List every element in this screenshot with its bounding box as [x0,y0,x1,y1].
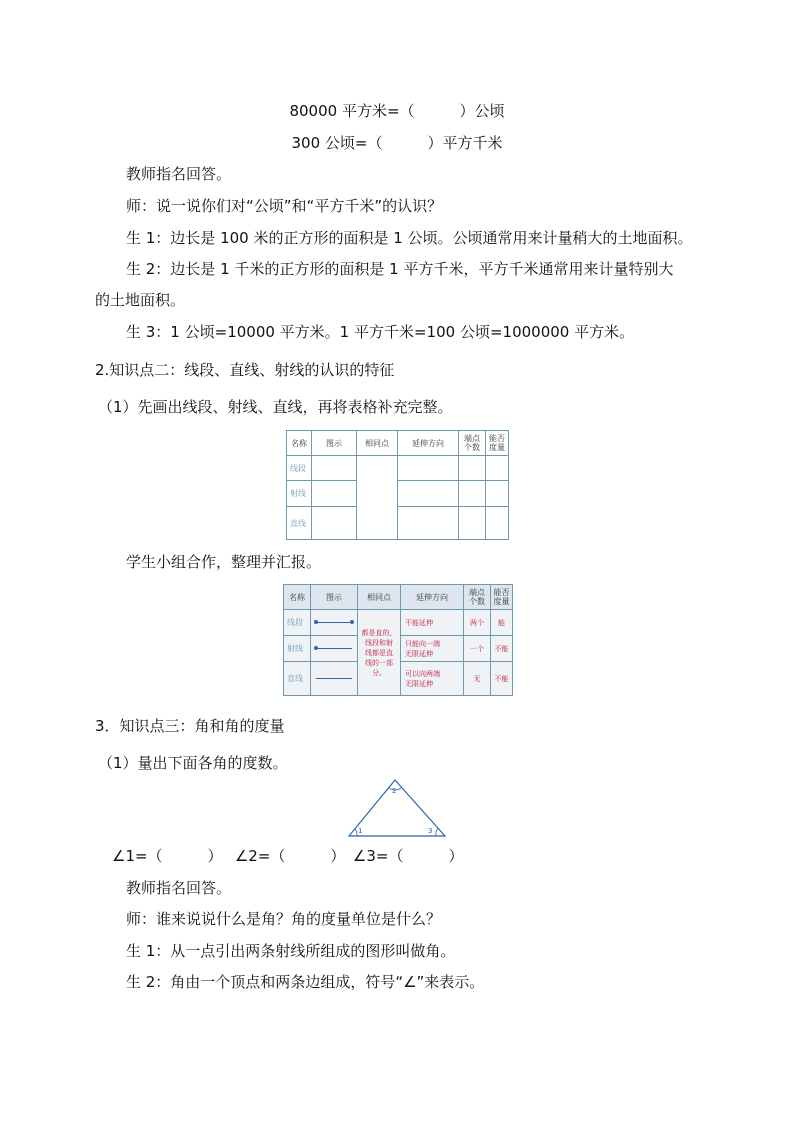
extend-cell: 可以向两端 无限延伸 [401,662,464,696]
table-header: 能否 度量 [486,431,509,456]
segment-icon [316,622,352,623]
table-header: 相同点 [358,585,401,610]
paragraph: 师：谁来说说什么是角？角的度量单位是什么？ [126,910,442,928]
paragraph: 教师指名回答。 [126,879,232,897]
line-diagram [311,662,358,696]
endpoint-cell: 无 [464,662,491,696]
measure-cell: 能 [491,610,513,636]
blank-line-table [286,430,509,540]
paragraph: 师：说一说你们对“公顷”和“平方千米”的认识？ [126,197,443,215]
segment-diagram [311,610,358,636]
angle-2-label: 2 [392,787,397,795]
row-label: 射线 [284,636,311,662]
table-header: 端点 个数 [464,585,491,610]
conversion-line-2: 300 公顷=（ ）平方千米 [291,134,503,152]
table-header: 延伸方向 [401,585,464,610]
table-header: 延伸方向 [398,431,459,456]
row-label: 线段 [287,456,312,481]
blank-cell[interactable] [312,481,357,507]
angle-3-label: 3 [428,827,433,835]
measure-cell: 不能 [491,662,513,696]
angle-1-arc [355,829,357,836]
extend-cell: 不能延伸 [401,610,464,636]
table-header: 端点 个数 [459,431,486,456]
row-label: 直线 [284,662,311,696]
endpoint-cell: 一个 [464,636,491,662]
table-header: 相同点 [357,431,398,456]
angle-3-arc [436,828,438,836]
line-icon [316,678,352,679]
angle-answers: ∠1=（ ） ∠2=（ ） ∠3=（ ） [112,847,464,865]
paragraph: 生 1：边长是 100 米的正方形的面积是 1 公顷。公顷通常用来计量稍大的土地面积。 [126,229,693,247]
table-header: 能否 度量 [491,585,513,610]
blank-cell[interactable] [486,507,509,540]
ray-diagram [311,636,358,662]
blank-cell[interactable] [459,507,486,540]
row-label: 直线 [287,507,312,540]
blank-cell[interactable] [398,481,459,507]
measure-cell: 不能 [491,636,513,662]
paragraph: 生 2：边长是 1 千米的正方形的面积是 1 平方千米，平方千米通常用来计量特别大 [126,260,674,278]
ray-icon [316,648,352,649]
endpoint-cell: 两个 [464,610,491,636]
table-header: 名称 [284,585,311,610]
angle-1-label: 1 [358,827,363,835]
triangle-diagram [345,778,449,840]
question-2: （1）量出下面各角的度数。 [98,754,288,772]
extend-cell: 只能向一端 无限延伸 [401,636,464,662]
blank-cell[interactable] [486,481,509,507]
blank-cell[interactable] [459,456,486,481]
blank-cell[interactable] [312,456,357,481]
blank-cell[interactable] [398,507,459,540]
table-header: 图示 [312,431,357,456]
table-header: 名称 [287,431,312,456]
row-label: 射线 [287,481,312,507]
blank-cell[interactable] [459,481,486,507]
table-header: 图示 [311,585,358,610]
paragraph: 生 1：从一点引出两条射线所组成的图形叫做角。 [126,942,456,960]
question-1: （1）先画出线段、射线、直线，再将表格补充完整。 [98,398,453,416]
blank-cell[interactable] [486,456,509,481]
section-heading-2: 2.知识点二：线段、直线、射线的认识的特征 [95,361,395,379]
paragraph: 生 3：1 公顷=10000 平方米。1 平方千米=100 公顷=1000000 平方米。 [126,323,635,341]
section-heading-3: 3．知识点三：角和角的度量 [95,717,285,735]
paragraph: 的土地面积。 [95,291,186,309]
blank-cell[interactable] [312,507,357,540]
paragraph: 学生小组合作，整理并汇报。 [126,553,322,571]
answer-line-table [283,584,513,696]
paragraph: 教师指名回答。 [126,165,232,183]
blank-cell[interactable] [398,456,459,481]
paragraph: 生 2：角由一个顶点和两条边组成，符号“∠”来表示。 [126,973,485,991]
row-label: 线段 [284,610,311,636]
blank-cell[interactable] [357,456,398,540]
common-feature: 都是直的， 线段和射 线都是直 线的一部 分。 [358,610,401,696]
conversion-line-1: 80000 平方米=（ ）公顷 [289,102,505,120]
